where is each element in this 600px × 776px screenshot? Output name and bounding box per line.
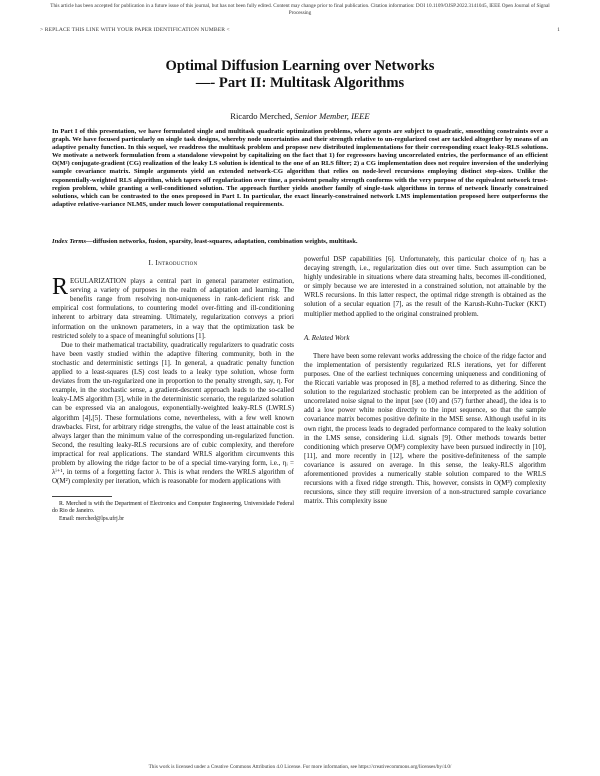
running-header xyxy=(40,27,560,33)
right-column xyxy=(304,255,546,506)
page-number: 1 xyxy=(557,27,560,33)
intro-paragraph-2: Due to their mathematical tractability, quadratically regularizers to quadratic costs have been vastly studied within the adaptive filtering community, both in the stochastic and deterministic settings [1]. In general, a quadratic penalty function applied to a least-squares (LS) cost leads to a leaky type solution, whose form deviates from the un-regularized one in proportion to the penalty strength, say, η. For example, in the stochastic sense, a gradient-descent approach leads to the so-called leaky-LMS algorithm [3], while in the deterministic scenario, the regularized solution can be expressed via an analogous, exponentially-weighted leaky-RLS (LWRLS) algorithm [4],[5]. These formulations come, nevertheless, with a few well known drawbacks. First, for arbitrary ridge strengths, the value of the least attainable cost is always larger than the minimum value of the corresponding un-regularized function. Second, the resulting leaky-RLS recursions are of cubic complexity, and therefore impractical for real applications. The standard WRLS algorithm circumvents this problem by allowing the ridge factor to be of a special time-varying form, i.e., ηᵢ = λⁱ⁺¹, in terms of a forgetting factor λ. This is what renders the WRLS algorithm of O(M²) complexity per iteration, which is reasonable for modern applications with xyxy=(52,340,294,486)
author-email-footnote: Email: merched@lps.ufrj.br xyxy=(59,515,125,522)
author-role: Senior Member, IEEE xyxy=(294,111,370,121)
abstract: In Part I of this presentation, we have formulated single and multitask quadratic optimization problems, where agents are subject to quadratic, smoothing constraints over a graph. We have focused particularly on single task designs, whereby node uncertainties and their strength relative to un-regularized cost are tackled altogether by means of an adaptive penalty function. In this sequel, we readdress the multitask problem and propose new distributed implementations for their corresponding exact leaky-RLS solutions. We motivate a network formulation from a standalone viewpoint by capitalizing on the fact that 1) for regressors having uncorrelated entries, the performance of an efficient O(M²) conjugate-gradient (CG) realization of the leaky LS solution is identical to the one of an RLS filter; 2) a CG implementation does not require inversion of the underlying sample covariance matrix. Simple arguments yield an extended network-CG algorithm that relies on node-level recursions employing distinct step-sizes. Unlike the exponentially-weighted RLS algorithm, which tapers off regularization over time, a persistent penalty strength conforms with the very purpose of the equivalent network trust-region problem, while granting a well-conditioned solution. The approach further yields another family of single-task algorithms in terms of network linearly constrained solutions, which can be contrasted to the ones proposed in Part I. In particular, the exact linearly-constrained network LMS implementation proposed here outperforms the adaptive relative-variance NLMS, under much lower computational requirements. xyxy=(52,128,548,208)
drop-cap: R xyxy=(52,274,69,301)
paper-title xyxy=(40,58,560,92)
intro-paragraph-1 xyxy=(52,274,294,341)
author-affiliation-footnote: R. Merched is with the Department of Electronics and Computer Engineering, Universidade Federal do Rio de Janeiro. xyxy=(52,501,294,515)
author-line xyxy=(40,111,560,121)
author-name: Ricardo Merched, xyxy=(230,111,293,121)
related-work-paragraph-1: There have been some relevant works addressing the choice of the ridge factor and the implementation of persistently regularized RLS iterations, yet for different purposes. One of the earliest techniques concerning uniqueness and conditioning of the Riccati variable was proposed in [8], a method referred to as dithering. Since the solution to the regularized stochastic problem can be interpreted as the addition of uncorrelated noise signal to the input [see (10) and (57) further ahead], the idea is to add a low power white noise directly to the input sequence, so that the sample covariance matrix becomes positive definite in the MSE sense. Although useful in its own right, the process leads to degraded performance compared to the leaky solution in the LMS sense, considering i.i.d. signals [9]. Other methods towards better conditioning which preserve O(M²) complexity have been pursued indirectly in [10],[11], and more recently in [12], where the positive-definiteness of the sample covariance is assured on average. In this sense, the leaky-RLS algorithm aforementioned provides a numerically stable solution compared to the WRLS recursions with a fixed ridge strength. This, however, consists in O(M³) complexity recursions, since they still require inversion of a non-structured sample covariance matrix. This complexity issue xyxy=(304,351,546,506)
publication-notice: This article has been accepted for publication in a future issue of this journal, but has not been fully edited. Content may change prior to final publication. Citation information: DOI 10.1109/OJSP.2022.3141045, IEEE Open Journal of Signal Processing xyxy=(50,3,550,16)
license-notice: This work is licensed under a Creative Commons Attribution 4.0 License. For more information, see https://creativecommons.org/licenses/by/4.0/ xyxy=(148,764,452,770)
title-line-2: —- Part II: Multitask Algorithms xyxy=(195,75,405,91)
index-terms-label: Index Terms xyxy=(52,238,87,245)
index-terms-text: —diffusion networks, fusion, sparsity, least-squares, adaptation, combination weights, multitask. xyxy=(86,238,358,245)
paper-id-placeholder: > REPLACE THIS LINE WITH YOUR PAPER IDENTIFICATION NUMBER < xyxy=(40,27,230,33)
index-terms xyxy=(52,238,548,246)
section-heading-introduction: I. Introduction xyxy=(148,259,198,267)
intro-paragraph-3: powerful DSP capabilities [6]. Unfortunately, this particular choice of ηᵢ has a decaying strength, i.e., regularization dies out over time. Such assumption can be highly undesirable in situations where data streaming halts, becomes ill-conditioned, or simply because we are interested in a constrained solution, not attainable by the WRLS recursions. In this latter respect, the optimal ridge strength is obtained as the solution of a secular equation [7], as the result of the Karush-Kuhn-Tucker (KKT) multiplier method applied to the original constrained problem. xyxy=(304,255,546,318)
subsection-heading-related-work: A. Related Work xyxy=(304,333,350,342)
footnote-rule xyxy=(52,496,112,497)
title-line-1: Optimal Diffusion Learning over Networks xyxy=(165,58,435,74)
left-column xyxy=(52,255,294,523)
intro-paragraph-1-text: EGULARIZATION plays a central part in general parameter estimation, serving a variety of purposes in the realm of adaptation and learning. The benefits range from resolving non-uniqueness in rank-deficient risk and empirical cost formulations, to countering model over-fitting and ill-conditioning inherent to arbitrary data streaming. Ultimately, regularization conveys a priori information on the unknown parameters, in a way that the optimization task be restricted solely to a space of meaningful solutions [1]. xyxy=(52,277,294,340)
